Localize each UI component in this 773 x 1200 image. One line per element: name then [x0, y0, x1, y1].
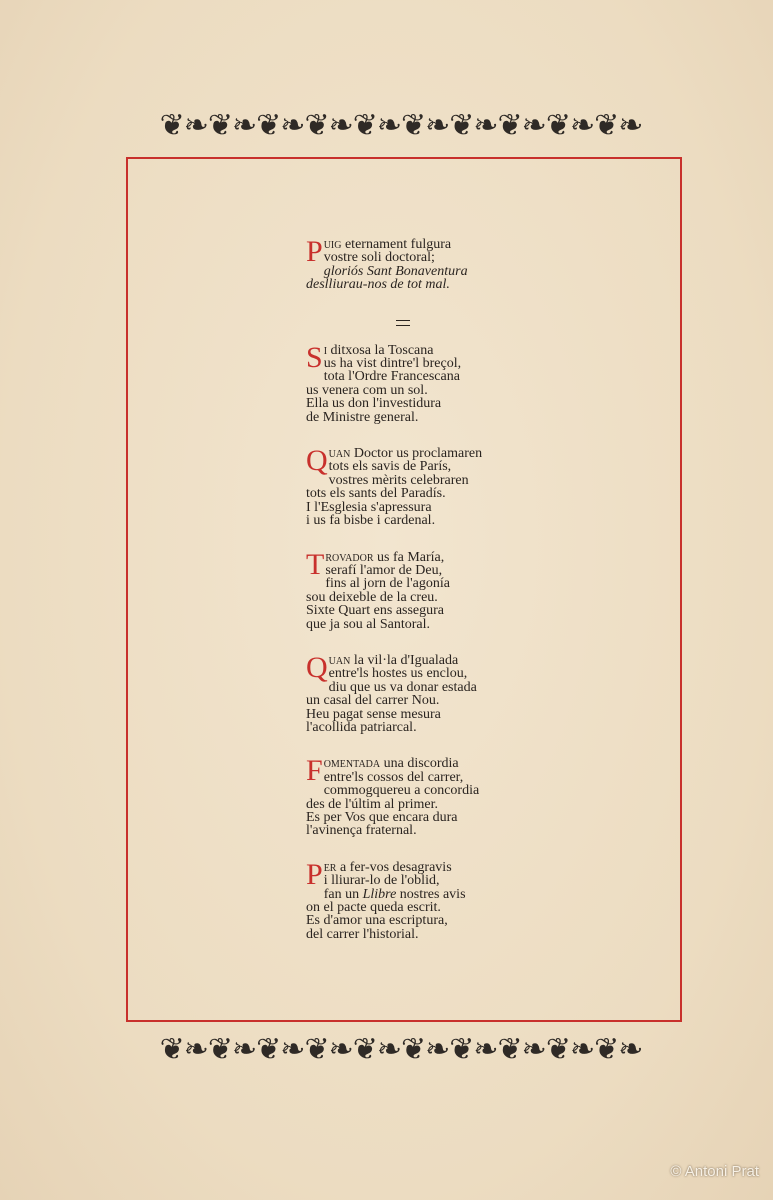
poem-line: Doctor us proclamaren — [353, 446, 483, 462]
poem-line: tots els sants del Paradís. — [306, 486, 446, 502]
poem-line: Heu pagat sense mesura — [306, 706, 441, 722]
poem-line: fins al jorn de l'agonía — [325, 576, 450, 592]
poem-line: que ja sou al Santoral. — [306, 616, 431, 632]
poem-line: tota l'Ordre Francescana — [323, 369, 460, 385]
poem-line: la vil·la d'Igualada — [353, 652, 459, 668]
poem-line: del carrer l'historial. — [306, 926, 419, 942]
drop-initial: Q — [306, 444, 328, 478]
poem-line: ditxosa la Toscana — [330, 342, 434, 358]
poem-line: entre'ls hostes us enclou, — [328, 666, 468, 682]
poem-line: a fer-vos desagravis — [339, 859, 452, 875]
poem-line: deslliurau-nos de tot mal. — [306, 277, 450, 293]
poem-line: diu que us va donar estada — [328, 679, 477, 695]
stanza — [306, 340, 546, 425]
drop-initial: S — [306, 340, 323, 374]
drop-initial: P — [306, 857, 323, 891]
drop-initial: Q — [306, 650, 328, 684]
poem-line: vostre soli doctoral; — [323, 250, 435, 266]
poem-line: i us fa bisbe i cardenal. — [306, 513, 436, 529]
poem-line: gloriós Sant Bonaventura — [323, 263, 468, 279]
poem-line: us ha vist dintre'l breçol, — [323, 356, 462, 372]
poem-line: commogquereu a concordia — [323, 783, 480, 799]
first-word: rovador — [325, 549, 374, 565]
poem-line — [306, 888, 546, 901]
first-word: uig — [323, 237, 342, 252]
poem-line: serafí l'amor de Deu, — [325, 562, 443, 578]
poem-line: eternament fulgura — [341, 237, 452, 252]
drop-initial: T — [306, 547, 325, 581]
poem-line: Sixte Quart ens assegura — [306, 603, 445, 619]
top-ornament-border: ❦❧❦❧❦❧❦❧❦❧❦❧❦❧❦❧❦❧❦❧ — [159, 108, 643, 143]
poem-line: Ella us don l'investidura — [306, 396, 442, 412]
stanza — [306, 857, 546, 942]
poem-line-part: fan un — [323, 886, 363, 902]
poem-line: de Ministre general. — [306, 409, 419, 425]
book-title: Llibre — [362, 886, 397, 902]
poem-line: Es per Vos que encara dura — [306, 810, 458, 825]
copyright-watermark: © Antoni Prat — [670, 1163, 759, 1180]
poem-line: l'avinença fraternal. — [306, 823, 417, 839]
poem-line: on el pacte queda escrit. — [306, 900, 441, 916]
poem-line: des de l'últim al primer. — [306, 796, 438, 812]
separator-mark — [396, 320, 410, 326]
poem-line: Es d'amor una escriptura, — [306, 913, 448, 929]
first-word: er — [323, 859, 337, 875]
poem-line: una discordia — [383, 756, 459, 772]
poem-line: tots els savis de París, — [328, 459, 452, 475]
first-word: uan — [328, 652, 351, 668]
stanza — [306, 547, 546, 632]
poem-line: sou deixeble de la creu. — [306, 589, 438, 605]
first-word: uan — [328, 446, 351, 462]
poem-line: entre'ls cossos del carrer, — [323, 769, 464, 785]
poem-line: us venera com un sol. — [306, 382, 428, 398]
stanza — [306, 444, 546, 529]
first-word: i — [323, 342, 328, 358]
poem-line: i lliurar-lo de l'oblid, — [323, 873, 440, 889]
refrain — [306, 235, 546, 293]
poem-line: us fa María, — [377, 549, 445, 565]
poem-line: I l'Esglesia s'apressura — [306, 499, 432, 515]
poem-line: vostres mèrits celebraren — [328, 472, 469, 488]
drop-initial: P — [306, 235, 323, 268]
drop-initial: F — [306, 754, 323, 788]
poem — [306, 235, 546, 942]
first-word: omentada — [323, 756, 381, 772]
stanza — [306, 754, 546, 839]
poem-line: l'acollida patriarcal. — [306, 719, 417, 735]
stanza — [306, 650, 546, 735]
bottom-ornament-border: ❦❧❦❧❦❧❦❧❦❧❦❧❦❧❦❧❦❧❦❧ — [159, 1032, 643, 1067]
poem-line-part: nostres avis — [396, 886, 466, 902]
poem-line: un casal del carrer Nou. — [306, 693, 440, 709]
